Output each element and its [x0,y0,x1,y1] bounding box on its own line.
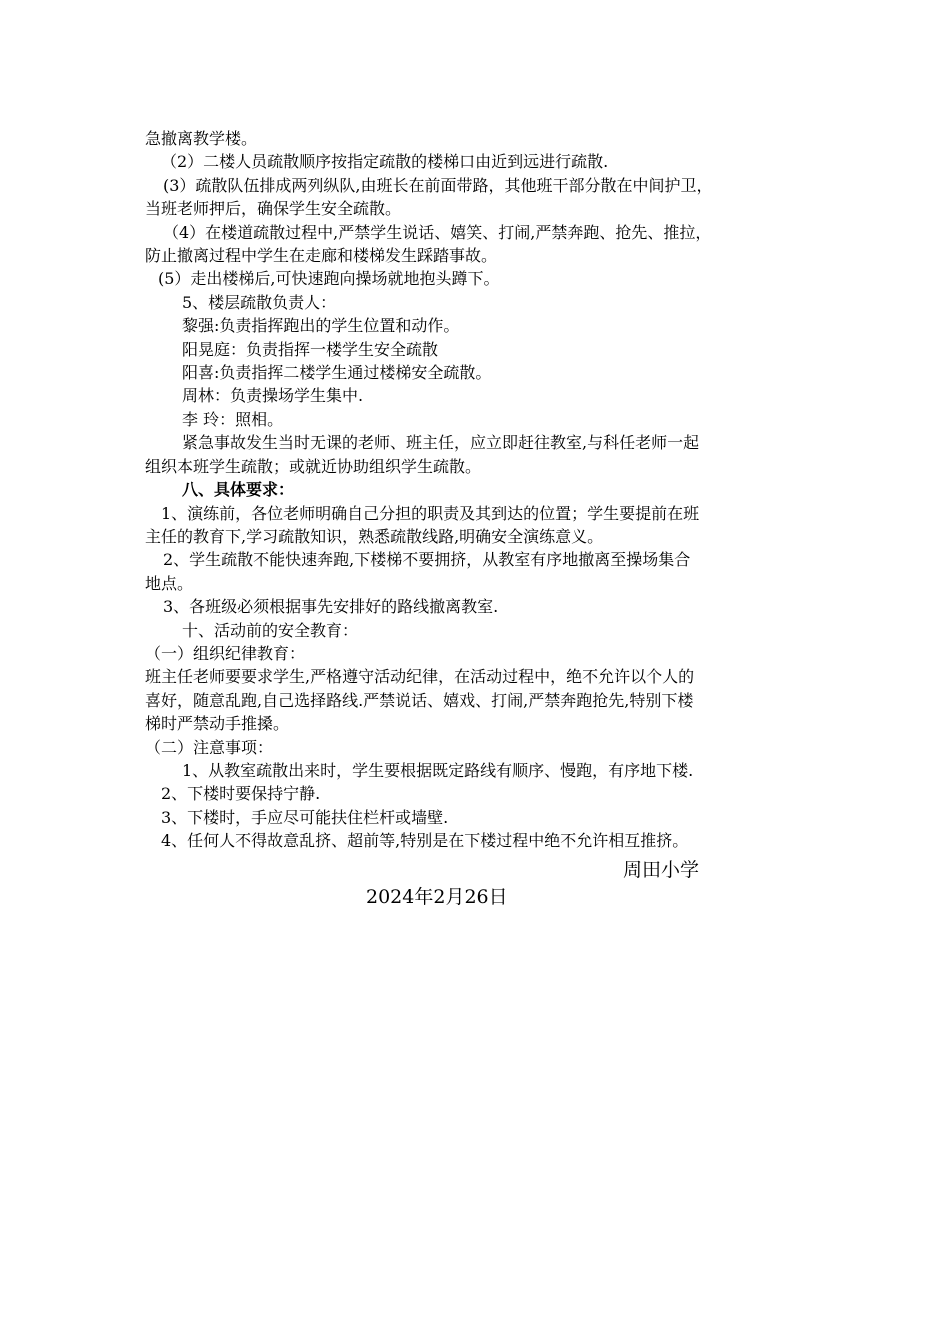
paragraph-line: 喜好，随意乱跑,自己选择路线.严禁说话、嬉戏、打闹,严禁奔跑抢先,特别下楼 [145,690,694,710]
paragraph-line: (5）走出楼梯后,可快速跑向操场就地抱头蹲下。 [158,269,500,289]
paragraph-line: （二）注意事项： [145,737,274,757]
paragraph-line: 3、下楼时，手应尽可能扶住栏杆或墙壁. [161,807,449,827]
paragraph-line: 十、活动前的安全教育： [182,620,359,640]
paragraph-line: 周林：负责操场学生集中. [182,386,364,406]
paragraph-line: 地点。 [145,573,194,593]
paragraph-line: 主任的教育下,学习疏散知识，熟悉疏散线路,明确安全演练意义。 [145,526,604,546]
paragraph-line: （一）组织纪律教育： [145,643,306,663]
paragraph-line: 李 玲：照相。 [182,409,284,429]
section-heading: 八、具体要求： [182,480,295,500]
signature-school: 周田小学 [623,858,700,881]
paragraph-line: 紧急事故发生当时无课的老师、班主任，应立即赶往教室,与科任老师一起 [182,433,700,453]
paragraph-line: 3、各班级必须根据事先安排好的路线撤离教室. [163,597,499,617]
paragraph-line: 梯时严禁动手推搡。 [145,714,290,734]
paragraph-line: 2、学生疏散不能快速奔跑,下楼梯不要拥挤，从教室有序地撤离至操场集合 [163,550,691,570]
paragraph-line: 班主任老师要要求学生,严格遵守活动纪律，在活动过程中，绝不允许以个人的 [145,667,695,687]
paragraph-line: 5、楼层疏散负责人： [182,292,337,312]
paragraph-line: 阳晃庭：负责指挥一楼学生安全疏散 [182,339,439,359]
paragraph-line: (3）疏散队伍排成两列纵队,由班长在前面带路，其他班干部分散在中间护卫， [163,175,713,195]
paragraph-line: 阳喜:负责指挥二楼学生通过楼梯安全疏散。 [182,363,492,383]
paragraph-line: 1、从教室疏散出来时，学生要根据既定路线有顺序、慢跑，有序地下楼. [182,760,694,780]
paragraph-line: 2、下楼时要保持宁静. [161,784,321,804]
document-body [145,127,825,853]
document-page [145,127,825,911]
paragraph-line: 防止撤离过程中学生在走廊和楼梯发生踩踏事故。 [145,246,498,266]
paragraph-line: （2）二楼人员疏散顺序按指定疏散的楼梯口由近到远进行疏散. [161,152,609,172]
paragraph-line: 当班老师押后，确保学生安全疏散。 [145,199,402,219]
paragraph-line: 组织本班学生疏散；或就近协助组织学生疏散。 [145,456,482,476]
signature-date: 2024年2月26日 [366,885,508,908]
paragraph-line: 黎强:负责指挥跑出的学生位置和动作。 [182,316,460,336]
paragraph-line: （4）在楼道疏散过程中,严禁学生说话、嬉笑、打闹,严禁奔跑、抢先、推拉， [163,222,712,242]
paragraph-line: 4、任何人不得故意乱挤、超前等,特别是在下楼过程中绝不允许相互推挤。 [161,831,689,851]
paragraph-line: 急撤离教学楼。 [145,129,258,148]
paragraph-line: 1、演练前，各位老师明确自己分担的职责及其到达的位置；学生要提前在班 [161,503,700,523]
